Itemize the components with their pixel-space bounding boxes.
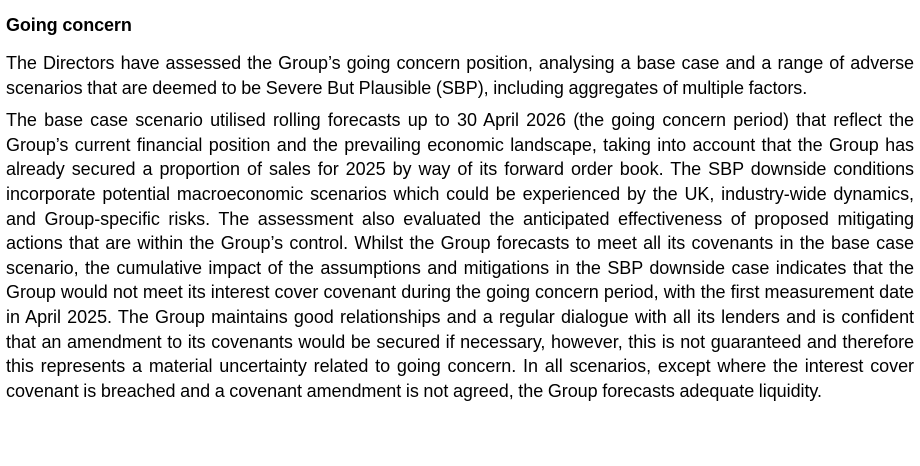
paragraph-base-case-scenario: The base case scenario utilised rolling forecasts up to 30 April 2026 (the going concern period) that reflect the Group’s current financial position and the prevailing economic landscape, taking into account that the Group has already secured a proportion of sales for 2025 by way of its forward order book. The SBP downside conditions incorporate potential macroeconomic scenarios which could be experienced by the UK, industry-wide dynamics, and Group-specific risks. The assessment also evaluated the anticipated effectiveness of proposed mitigating actions that are within the Group’s control. Whilst the Group forecasts to meet all its covenants in the base case scenario, the cumulative impact of the assumptions and mitigations in the SBP downside case indicates that the Group would not meet its interest cover covenant during the going concern period, with the first measurement date in April 2025. The Group maintains good relationships and a regular dialogue with all its lenders and is confident that an amendment to its covenants would be secured if necessary, however, this is not guaranteed and therefore this represents a material uncertainty related to going concern. In all scenarios, except where the interest cover covenant is breached and a covenant amendment is not agreed, the Group forecasts adequate liquidity. <box>6 110 914 401</box>
section-heading: Going concern <box>6 15 132 35</box>
paragraph-directors-assessment: The Directors have assessed the Group’s going concern position, analysing a base case and a range of adverse scenarios that are deemed to be Severe But Plausible (SBP), including aggregates of multiple factors. <box>6 53 914 98</box>
document-page <box>0 13 920 403</box>
